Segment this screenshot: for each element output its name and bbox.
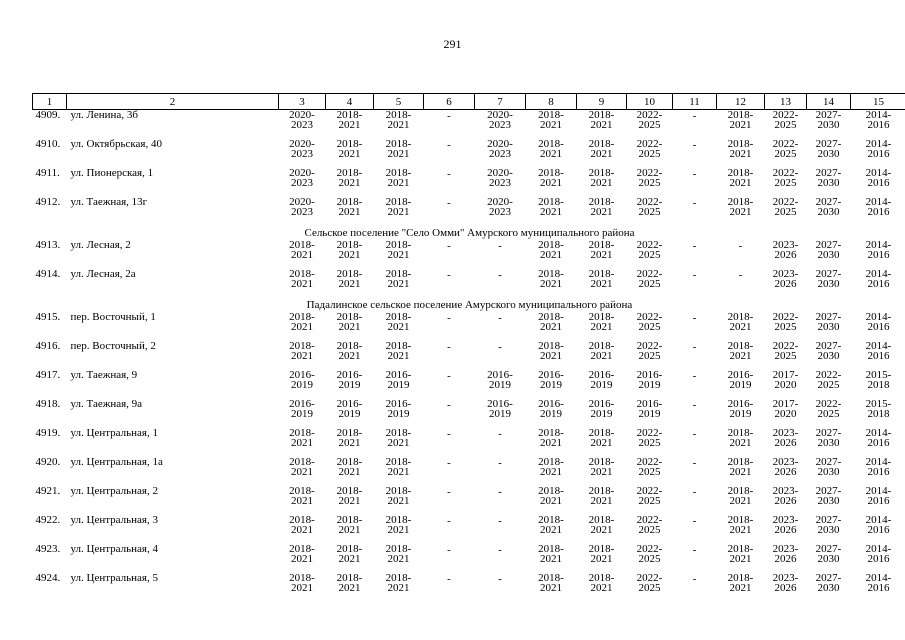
period-cell: 2018- 2021 bbox=[588, 427, 615, 449]
row-number: 4923. bbox=[35, 543, 61, 555]
period-cell: 2022- 2025 bbox=[636, 109, 663, 131]
period-cell: 2020- 2023 bbox=[487, 196, 513, 218]
period-cell: 2018- 2021 bbox=[588, 196, 615, 218]
period-cell: 2018- 2021 bbox=[588, 514, 615, 536]
period-cell: 2022- 2025 bbox=[636, 456, 663, 478]
period-cell: 2018- 2021 bbox=[385, 196, 412, 218]
period-cell: - bbox=[692, 399, 697, 411]
period-cell: 2020- 2023 bbox=[487, 138, 513, 160]
period-cell: 2022- 2025 bbox=[636, 268, 663, 290]
header-cell: 12 bbox=[717, 94, 765, 110]
period-cell: 2018- 2021 bbox=[336, 456, 363, 478]
period-cell: 2027- 2030 bbox=[815, 196, 842, 218]
period-cell: 2022- 2025 bbox=[772, 109, 799, 131]
period-cell: 2018- 2021 bbox=[538, 167, 564, 189]
period-cell: 2014- 2016 bbox=[865, 268, 892, 290]
address-cell: пер. Восточный, 1 bbox=[70, 311, 156, 323]
period-cell: 2020- 2023 bbox=[289, 109, 315, 131]
period-cell: 2018- 2021 bbox=[727, 485, 754, 507]
period-cell: 2018- 2021 bbox=[727, 572, 754, 594]
period-cell: 2018- 2021 bbox=[336, 340, 363, 362]
period-cell: - bbox=[447, 269, 451, 281]
row-number: 4910. bbox=[35, 138, 61, 150]
period-cell: 2018- 2021 bbox=[538, 268, 564, 290]
period-cell: - bbox=[447, 428, 451, 440]
period-cell: - bbox=[692, 341, 697, 353]
period-cell: - bbox=[447, 486, 451, 498]
header-cell: 13 bbox=[765, 94, 807, 110]
period-cell: 2018- 2021 bbox=[385, 268, 412, 290]
period-cell: 2018- 2021 bbox=[727, 138, 754, 160]
period-cell: 2018- 2021 bbox=[289, 340, 315, 362]
period-cell: 2018- 2021 bbox=[336, 109, 363, 131]
header-cell: 9 bbox=[577, 94, 627, 110]
period-cell: - bbox=[447, 197, 451, 209]
period-cell: 2016- 2019 bbox=[538, 398, 564, 420]
period-cell: 2016- 2019 bbox=[487, 398, 513, 420]
period-cell: 2027- 2030 bbox=[815, 167, 842, 189]
row-number: 4911. bbox=[35, 167, 60, 179]
period-cell: 2018- 2021 bbox=[385, 514, 412, 536]
address-cell: ул. Октябрьская, 40 bbox=[70, 138, 162, 150]
period-cell: - bbox=[447, 399, 451, 411]
period-cell: - bbox=[498, 428, 502, 440]
table-body bbox=[33, 110, 905, 603]
period-cell: 2018- 2021 bbox=[289, 572, 315, 594]
header-cell: 11 bbox=[673, 94, 717, 110]
period-cell: 2018- 2021 bbox=[538, 196, 564, 218]
row-number: 4924. bbox=[35, 572, 61, 584]
table-row bbox=[33, 399, 905, 428]
period-cell: 2016- 2019 bbox=[289, 369, 315, 391]
period-cell: 2016- 2019 bbox=[487, 369, 513, 391]
period-cell: 2018- 2021 bbox=[336, 268, 363, 290]
period-cell: 2022- 2025 bbox=[636, 427, 663, 449]
period-cell: 2020- 2023 bbox=[289, 138, 315, 160]
period-cell: 2015- 2018 bbox=[865, 398, 892, 420]
period-cell: - bbox=[447, 240, 451, 252]
header-cell: 7 bbox=[475, 94, 526, 110]
period-cell: 2027- 2030 bbox=[815, 514, 842, 536]
row-number: 4918. bbox=[35, 398, 61, 410]
period-cell: 2016- 2019 bbox=[385, 369, 412, 391]
period-cell: 2018- 2021 bbox=[336, 196, 363, 218]
period-cell: 2018- 2021 bbox=[385, 239, 412, 261]
period-cell: - bbox=[498, 457, 502, 469]
period-cell: 2018- 2021 bbox=[538, 572, 564, 594]
period-cell: - bbox=[692, 457, 697, 469]
period-cell: - bbox=[447, 544, 451, 556]
period-cell: 2022- 2025 bbox=[636, 485, 663, 507]
address-cell: ул. Таежная, 9а bbox=[70, 398, 143, 410]
header-cell: 10 bbox=[627, 94, 673, 110]
table-row bbox=[33, 515, 905, 544]
period-cell: 2014- 2016 bbox=[865, 311, 892, 333]
period-cell: 2022- 2025 bbox=[772, 340, 799, 362]
section-heading-row bbox=[33, 298, 905, 312]
address-cell: ул. Ленина, 3б bbox=[70, 109, 138, 121]
period-cell: 2018- 2021 bbox=[385, 109, 412, 131]
period-cell: 2020- 2023 bbox=[487, 167, 513, 189]
period-cell: 2014- 2016 bbox=[865, 543, 892, 565]
period-cell: 2027- 2030 bbox=[815, 109, 842, 131]
row-number: 4919. bbox=[35, 427, 61, 439]
header-cell: 14 bbox=[807, 94, 851, 110]
period-cell: 2022- 2025 bbox=[636, 543, 663, 565]
period-cell: - bbox=[447, 515, 451, 527]
period-cell: - bbox=[447, 341, 451, 353]
period-cell: - bbox=[498, 544, 502, 556]
period-cell: 2014- 2016 bbox=[865, 138, 892, 160]
period-cell: 2023- 2026 bbox=[772, 485, 799, 507]
period-cell: 2014- 2016 bbox=[865, 167, 892, 189]
header-cell: 4 bbox=[326, 94, 374, 110]
period-cell: 2027- 2030 bbox=[815, 268, 842, 290]
period-cell: 2018- 2021 bbox=[336, 485, 363, 507]
table-row bbox=[33, 370, 905, 399]
period-cell: 2018- 2021 bbox=[385, 311, 412, 333]
row-number: 4916. bbox=[35, 340, 61, 352]
period-cell: 2018- 2021 bbox=[538, 311, 564, 333]
period-cell: - bbox=[498, 486, 502, 498]
period-cell: 2014- 2016 bbox=[865, 239, 892, 261]
period-cell: 2018- 2021 bbox=[289, 427, 315, 449]
period-cell: 2022- 2025 bbox=[636, 514, 663, 536]
table-row bbox=[33, 168, 905, 197]
header-cell: 1 bbox=[33, 94, 67, 110]
period-cell: - bbox=[498, 573, 502, 585]
period-cell: - bbox=[692, 486, 697, 498]
period-cell: 2027- 2030 bbox=[815, 427, 842, 449]
period-cell: 2018- 2021 bbox=[538, 427, 564, 449]
period-cell: 2018- 2021 bbox=[727, 456, 754, 478]
period-cell: 2027- 2030 bbox=[815, 239, 842, 261]
period-cell: 2018- 2021 bbox=[336, 572, 363, 594]
address-cell: ул. Центральная, 4 bbox=[70, 543, 158, 555]
page-number: 291 bbox=[443, 37, 462, 51]
period-cell: - bbox=[447, 110, 451, 122]
period-cell: 2016- 2019 bbox=[636, 369, 663, 391]
address-cell: ул. Таежная, 9 bbox=[70, 369, 138, 381]
address-cell: ул. Центральная, 1 bbox=[70, 427, 158, 439]
period-cell: 2018- 2021 bbox=[336, 311, 363, 333]
period-cell: 2023- 2026 bbox=[772, 427, 799, 449]
period-cell: 2022- 2025 bbox=[636, 196, 663, 218]
address-cell: ул. Таежная, 13г bbox=[70, 196, 148, 208]
period-cell: 2023- 2026 bbox=[772, 572, 799, 594]
address-cell: ул. Пионерская, 1 bbox=[70, 167, 154, 179]
period-cell: 2018- 2021 bbox=[727, 543, 754, 565]
period-cell: 2018- 2021 bbox=[385, 485, 412, 507]
table-row bbox=[33, 457, 905, 486]
period-cell: 2018- 2021 bbox=[538, 340, 564, 362]
table-row bbox=[33, 197, 905, 226]
period-cell: 2016- 2019 bbox=[727, 369, 754, 391]
period-cell: 2014- 2016 bbox=[865, 514, 892, 536]
period-cell: 2014- 2016 bbox=[865, 572, 892, 594]
row-number: 4915. bbox=[35, 311, 61, 323]
address-cell: ул. Центральная, 1а bbox=[70, 456, 163, 468]
period-cell: 2018- 2021 bbox=[538, 514, 564, 536]
period-cell: 2018- 2021 bbox=[289, 456, 315, 478]
period-cell: - bbox=[692, 240, 697, 252]
period-cell: 2023- 2026 bbox=[772, 239, 799, 261]
period-cell: - bbox=[447, 370, 451, 382]
period-cell: 2018- 2021 bbox=[385, 456, 412, 478]
period-cell: - bbox=[447, 168, 451, 180]
period-cell: - bbox=[692, 312, 697, 324]
period-cell: 2018- 2021 bbox=[588, 456, 615, 478]
period-cell: 2022- 2025 bbox=[636, 239, 663, 261]
period-cell: 2018- 2021 bbox=[588, 109, 615, 131]
period-cell: - bbox=[498, 269, 502, 281]
period-cell: 2018- 2021 bbox=[588, 138, 615, 160]
period-cell: 2023- 2026 bbox=[772, 268, 799, 290]
section-heading: Сельское поселение "Село Омми" Амурского муниципального района bbox=[304, 227, 635, 239]
period-cell: 2018- 2021 bbox=[727, 109, 754, 131]
address-cell: ул. Лесная, 2а bbox=[70, 268, 136, 280]
period-cell: 2022- 2025 bbox=[772, 196, 799, 218]
period-cell: 2018- 2021 bbox=[727, 167, 754, 189]
period-cell: 2018- 2021 bbox=[289, 514, 315, 536]
table-row bbox=[33, 110, 905, 140]
period-cell: 2016- 2019 bbox=[336, 398, 363, 420]
period-cell: 2014- 2016 bbox=[865, 340, 892, 362]
row-number: 4922. bbox=[35, 514, 61, 526]
period-cell: 2018- 2021 bbox=[588, 167, 615, 189]
period-cell: 2014- 2016 bbox=[865, 109, 892, 131]
period-cell: 2020- 2023 bbox=[289, 167, 315, 189]
period-cell: - bbox=[692, 139, 697, 151]
period-cell: 2018- 2021 bbox=[538, 239, 564, 261]
table-row bbox=[33, 139, 905, 168]
period-cell: 2018- 2021 bbox=[336, 543, 363, 565]
header-cell: 8 bbox=[526, 94, 577, 110]
period-cell: 2022- 2025 bbox=[815, 398, 842, 420]
table-row bbox=[33, 341, 905, 370]
row-number: 4913. bbox=[35, 239, 61, 251]
address-cell: ул. Центральная, 2 bbox=[70, 485, 158, 497]
address-cell: пер. Восточный, 2 bbox=[70, 340, 156, 352]
period-cell: - bbox=[498, 240, 502, 252]
period-cell: 2018- 2021 bbox=[538, 485, 564, 507]
period-cell: 2018- 2021 bbox=[385, 572, 412, 594]
period-cell: 2018- 2021 bbox=[588, 239, 615, 261]
period-cell: - bbox=[738, 240, 743, 252]
period-cell: 2018- 2021 bbox=[727, 514, 754, 536]
period-cell: 2017- 2020 bbox=[772, 398, 799, 420]
header-cell: 3 bbox=[279, 94, 326, 110]
address-cell: ул. Лесная, 2 bbox=[70, 239, 131, 251]
period-cell: 2016- 2019 bbox=[588, 369, 615, 391]
period-cell: 2018- 2021 bbox=[588, 311, 615, 333]
period-cell: 2027- 2030 bbox=[815, 340, 842, 362]
row-number: 4914. bbox=[35, 268, 61, 280]
period-cell: 2014- 2016 bbox=[865, 196, 892, 218]
period-cell: 2022- 2025 bbox=[772, 311, 799, 333]
header-cell: 5 bbox=[374, 94, 424, 110]
period-cell: 2016- 2019 bbox=[636, 398, 663, 420]
period-cell: 2018- 2021 bbox=[588, 572, 615, 594]
period-cell: 2027- 2030 bbox=[815, 456, 842, 478]
period-cell: 2018- 2021 bbox=[289, 485, 315, 507]
period-cell: 2016- 2019 bbox=[336, 369, 363, 391]
period-cell: - bbox=[447, 312, 451, 324]
period-cell: 2018- 2021 bbox=[538, 109, 564, 131]
period-cell: 2018- 2021 bbox=[336, 427, 363, 449]
period-cell: 2022- 2025 bbox=[636, 167, 663, 189]
section-heading: Падалинское сельское поселение Амурского муниципального района bbox=[306, 299, 633, 311]
period-cell: 2022- 2025 bbox=[636, 572, 663, 594]
period-cell: 2016- 2019 bbox=[588, 398, 615, 420]
period-cell: 2016- 2019 bbox=[727, 398, 754, 420]
table-row bbox=[33, 573, 905, 602]
period-cell: 2018- 2021 bbox=[385, 340, 412, 362]
period-cell: 2018- 2021 bbox=[588, 485, 615, 507]
period-cell: 2014- 2016 bbox=[865, 485, 892, 507]
period-cell: - bbox=[692, 370, 697, 382]
table-row bbox=[33, 240, 905, 269]
period-cell: 2018- 2021 bbox=[385, 427, 412, 449]
row-number: 4909. bbox=[35, 109, 61, 121]
period-cell: 2020- 2023 bbox=[289, 196, 315, 218]
period-cell: 2015- 2018 bbox=[865, 369, 892, 391]
period-cell: 2016- 2019 bbox=[538, 369, 564, 391]
row-number: 4920. bbox=[35, 456, 61, 468]
row-number: 4921. bbox=[35, 485, 61, 497]
period-cell: 2022- 2025 bbox=[772, 138, 799, 160]
period-cell: 2027- 2030 bbox=[815, 543, 842, 565]
address-cell: ул. Центральная, 3 bbox=[70, 514, 158, 526]
header-cell: 15 bbox=[851, 94, 905, 110]
period-cell: 2018- 2021 bbox=[385, 167, 412, 189]
period-cell: - bbox=[692, 269, 697, 281]
period-cell: 2020- 2023 bbox=[487, 109, 513, 131]
period-cell: - bbox=[498, 312, 502, 324]
table-row bbox=[33, 269, 905, 298]
period-cell: 2018- 2021 bbox=[538, 456, 564, 478]
period-cell: 2022- 2025 bbox=[772, 167, 799, 189]
period-cell: 2022- 2025 bbox=[815, 369, 842, 391]
period-cell: - bbox=[692, 197, 697, 209]
table-row bbox=[33, 312, 905, 341]
header-row bbox=[33, 94, 905, 110]
period-cell: 2018- 2021 bbox=[336, 514, 363, 536]
period-cell: 2018- 2021 bbox=[336, 167, 363, 189]
section-heading-row bbox=[33, 226, 905, 240]
period-cell: 2018- 2021 bbox=[289, 268, 315, 290]
period-cell: 2018- 2021 bbox=[588, 268, 615, 290]
period-cell: 2018- 2021 bbox=[588, 340, 615, 362]
period-cell: 2018- 2021 bbox=[289, 239, 315, 261]
period-cell: 2022- 2025 bbox=[636, 311, 663, 333]
period-cell: 2027- 2030 bbox=[815, 572, 842, 594]
data-table bbox=[32, 93, 905, 602]
period-cell: 2027- 2030 bbox=[815, 485, 842, 507]
table-row bbox=[33, 428, 905, 457]
table-row bbox=[33, 544, 905, 573]
period-cell: 2023- 2026 bbox=[772, 543, 799, 565]
period-cell: 2018- 2021 bbox=[289, 543, 315, 565]
period-cell: - bbox=[447, 139, 451, 151]
period-cell: 2018- 2021 bbox=[385, 138, 412, 160]
period-cell: - bbox=[692, 110, 697, 122]
period-cell: - bbox=[692, 428, 697, 440]
period-cell: - bbox=[738, 269, 743, 281]
period-cell: 2018- 2021 bbox=[336, 138, 363, 160]
period-cell: 2018- 2021 bbox=[289, 311, 315, 333]
period-cell: 2018- 2021 bbox=[538, 543, 564, 565]
period-cell: - bbox=[692, 544, 697, 556]
period-cell: 2016- 2019 bbox=[385, 398, 412, 420]
period-cell: 2017- 2020 bbox=[772, 369, 799, 391]
period-cell: 2027- 2030 bbox=[815, 311, 842, 333]
period-cell: 2018- 2021 bbox=[727, 311, 754, 333]
period-cell: 2022- 2025 bbox=[636, 340, 663, 362]
period-cell: 2023- 2026 bbox=[772, 514, 799, 536]
period-cell: 2018- 2021 bbox=[727, 196, 754, 218]
address-cell: ул. Центральная, 5 bbox=[70, 572, 158, 584]
header-cell: 6 bbox=[424, 94, 475, 110]
period-cell: 2027- 2030 bbox=[815, 138, 842, 160]
period-cell: - bbox=[692, 168, 697, 180]
period-cell: - bbox=[498, 515, 502, 527]
period-cell: 2023- 2026 bbox=[772, 456, 799, 478]
period-cell: 2016- 2019 bbox=[289, 398, 315, 420]
period-cell: 2018- 2021 bbox=[538, 138, 564, 160]
row-number: 4917. bbox=[35, 369, 61, 381]
table-row bbox=[33, 486, 905, 515]
period-cell: - bbox=[447, 573, 451, 585]
period-cell: - bbox=[447, 457, 451, 469]
period-cell: 2018- 2021 bbox=[588, 543, 615, 565]
period-cell: 2018- 2021 bbox=[727, 340, 754, 362]
row-number: 4912. bbox=[35, 196, 61, 208]
period-cell: - bbox=[692, 573, 697, 585]
period-cell: 2014- 2016 bbox=[865, 427, 892, 449]
period-cell: 2014- 2016 bbox=[865, 456, 892, 478]
period-cell: 2018- 2021 bbox=[385, 543, 412, 565]
period-cell: 2018- 2021 bbox=[727, 427, 754, 449]
period-cell: - bbox=[692, 515, 697, 527]
header-cell: 2 bbox=[67, 94, 279, 110]
period-cell: 2018- 2021 bbox=[336, 239, 363, 261]
period-cell: - bbox=[498, 341, 502, 353]
period-cell: 2022- 2025 bbox=[636, 138, 663, 160]
